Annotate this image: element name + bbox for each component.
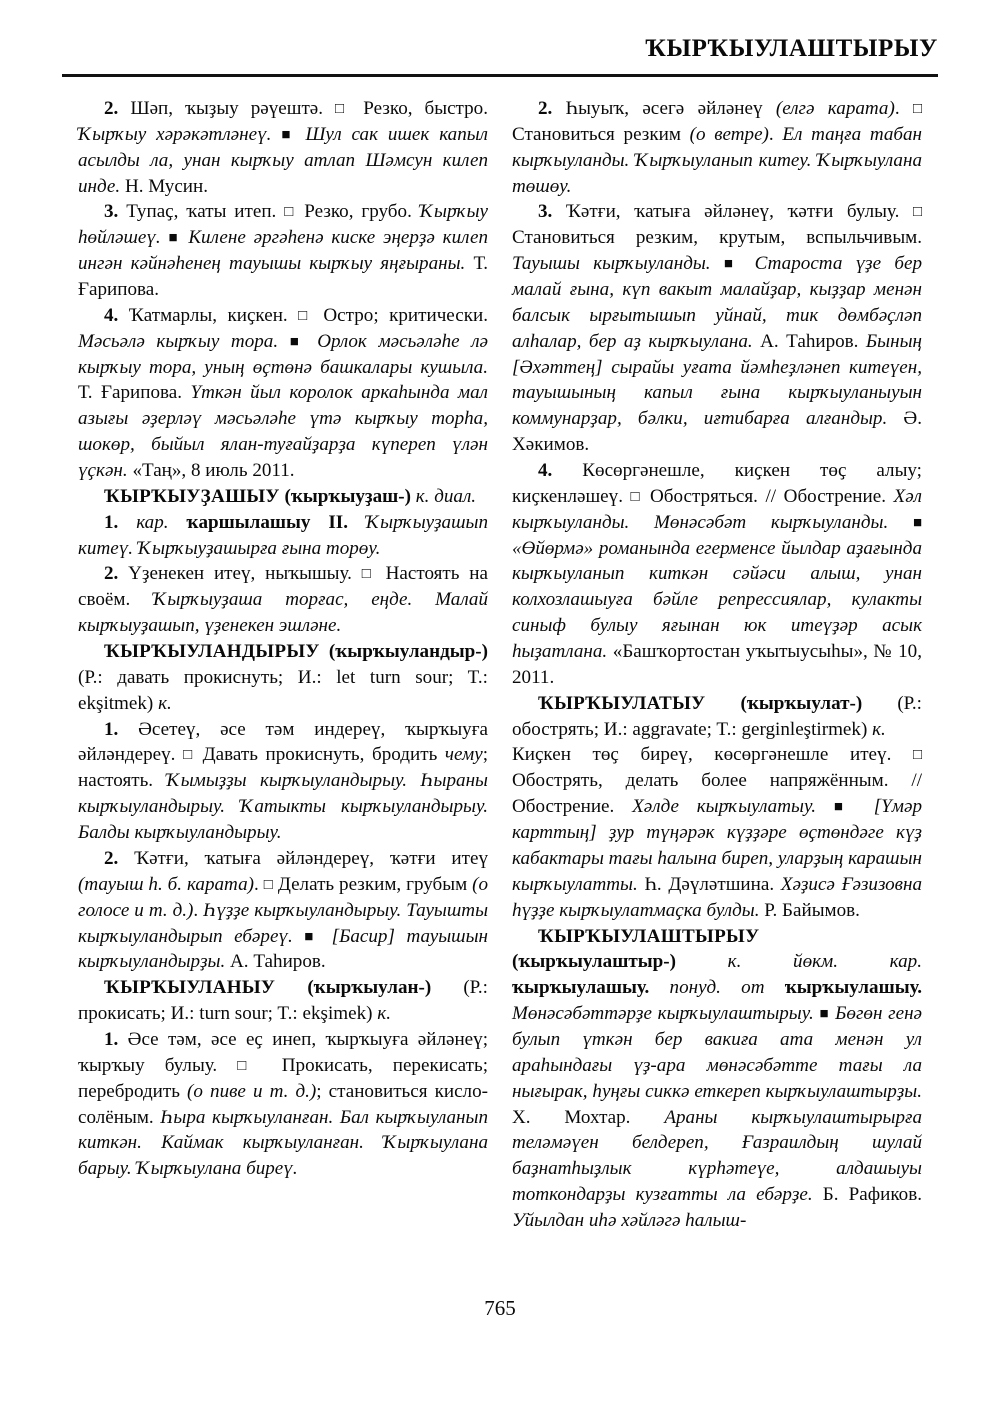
left-sense-10: 1. Әсе тәм, әсе еҫ инеп, ҡырҡыуға әйләнеү; ҡырҡыу булыу. □ Прокисать, перекисать; перебродить (о пиве и т. д.); становиться кисло-солёным. Һыра кырҡыуланған. Бал кырҡыуланып киткән. Каймак кырҡыуланған. Ҡырҡыулана барыу. Ҡырҡыулана биреү.: [78, 1027, 488, 1182]
right-entry-5: ҠЫРҠЫУЛАШТЫРЫУ (ҡырҡыулаштыр-) к. йөкм. кар. ҡырҡыулашыу. понуд. от ҡырҡыулашыу. Мөнәсәбәттәрҙе кырҡыулаштырыу. ■ Бөгөн генә булып үткән бер вакиға ата менән ул араһындағы үҙ-ара мөнәсәбәтте тағы ла нығырак, һуңғы сиккә еткереп кырҡыулаштырҙы. Х. Мохтар. Араны кырҡыулаштырырға теләмәүен белдереп, Ғазраилдыӊ шулай баҙнатһыҙлык күрһәтеүе, алдашыуы тоткондарҙы кузғатты ла ебәрҙе. Б. Рафиков. Уйылдан иһә хәйләгә һалыш-: [512, 924, 922, 1234]
page-number: 765: [484, 1296, 516, 1320]
left-sense-2: 4. Ҡатмарлы, киҫкен. □ Остро; критически. Мәсьәлә кырҡыу тора. ■ Орлок мәсьәләһе лә кырҡыу тора, уның өҫтөнә башкалары кушыла. Т. Ғарипова. Үткән йыл королок аркаһында мал азығы әҙерләү мәсьәләһе үтә кырҡыу торһа, шокөр, быйыл ялан-туғайҙарҙа күпереп үлән үҫкән. «Таң», 8 июль 2011.: [78, 303, 488, 484]
left-sense-4: 1. кар. ҡаршылашыу II. Ҡырҡыуҙашып китеү. Ҡырҡыуҙашырға ғына торөу.: [78, 511, 488, 559]
right-sense-0: 2. Һыуыҡ, әсегә әйләнеү (елгә карата). □ Становиться резким (о ветре). Ел таңға табан кырҡыуланды. Ҡырҡыуланып китеу. Ҡырҡыулана төшөу.: [512, 96, 922, 199]
column-left: [78, 96, 488, 1182]
left-sense-7: 1. Әсетеү, әсе тәм индереү, ҡырҡыуға әйләндереү. □ Давать прокиснуть, бродить чему; настоять. Ҡымыҙҙы кырҡыуландырыу. Һыраны кырҡыуландырыу. Ҡатыкты кырҡыуландырыу. Балды кырҡыуландырыу.: [78, 717, 488, 846]
header-rule: [62, 74, 938, 77]
right-cont-4: Киҫкен төҫ биреү, көсөргәнешле итеү. □ Обострять, делать более напряжённым. // Обострение. Хәлде кырҡыулатыу. ■ [Үмәр карттыӊ] ҙур түңәрәк күҙҙәре өҫтөндәге күҙ кабактары тағы һалына биреп, уларҙыӊ карашын кырҡыулатты. Һ. Дәүләтшина. Хәҙисә Ғәзизовна һүҙҙе кырҡыулатмаҫка булды. Р. Байымов.: [512, 742, 922, 923]
left-sense-1: 3. Тупаҫ, ҡаты итеп. □ Резко, грубо. Ҡырҡыу һөйләшеү. ■ Килене әргәһенә киске эңерҙә килеп ингән кәйнәһенең тауышы кырҡыу яңғыраны. Т. Ғарипова.: [78, 199, 488, 302]
running-head-text: ҠЫРҠЫУЛАШТЫРЫУ: [645, 35, 938, 62]
left-sense-0: 2. Шәп, ҡыҙыу рәүештә. □ Резко, быстро. Ҡырҡыу хәрәкәтләнеү. ■ Шул сак ишек капыл асылды ла, унан кырҡыу атлап Шәмсун килеп инде. Н. Мусин.: [78, 96, 488, 199]
right-sense-1: 3. Ҡәтғи, ҡатыға әйләнеү, ҡәтғи булыу. □ Становиться резким, крутым, вспыльчивым. Тауышы кырҡыуланды. ■ Староста үҙе бер малай ғына, күп вакыт малайҙар, кыҙҙар менән балсык ырғытышып уйнай, тик дөмбәҫләп алһалар, бер аҙ кырҡыулана. А. Таһиров. Быныӊ [Әхәттеӊ] сырайы уғата йәмһеҙләнеп китеүен, тауышыныӊ капыл ғына кырҡыуланыуын коммунарҙар, бәлки, иғтибарға алғандыр. Ә. Хәкимов.: [512, 199, 922, 458]
left-entry-9: ҠЫРҠЫУЛАНЫУ (ҡырҡыулан-) (Р.: прокисать; И.: turn sour; T.: ekşimek) к.: [78, 977, 488, 1025]
left-sense-8: 2. Ҡәтғи, ҡатыға әйләндереү, ҡәтғи итеү (тауыш h. б. карата). □ Делать резким, грубым (о голосе и т. д.). Һүҙҙе кырҡыуландырыу. Тауышты кырҡыуландырып ебәреү. ■ [Басир] тауышын кырҡыуландырҙы. А. Таһиров.: [78, 846, 488, 975]
right-entry-3: ҠЫРҠЫУЛАТЫУ (ҡырҡыулат-) (Р.: обострять; И.: aggravate; T.: gerginleştirmek) к.: [512, 692, 922, 740]
running-head: [62, 36, 938, 61]
left-entry-6: ҠЫРҠЫУЛАНДЫРЫУ (ҡырҡыуландыр-) (Р.: давать прокиснуть; И.: let turn sour; T.: ekşitmek) к.: [78, 641, 488, 714]
left-entry-3: ҠЫРҠЫУҘАШЫУ (ҡырҡыуҙаш-) к. диал.: [104, 485, 477, 507]
left-sense-5: 2. Үҙенекен итеү, ныҡышыу. □ Настоять на своём. Ҡырҡыуҙаша торғас, еңде. Малай кырҡыуҙашып, үҙенекен эшләне.: [78, 561, 488, 639]
column-right: [512, 96, 922, 1234]
right-sense-2: 4. Көсөргәнешле, киҫкен төҫ алыу; киҫкенләшеү. □ Обостряться. // Обострение. Хәл кырҡыуланды. Мөнәсәбәт кырҡыуланды. ■ «Өйөрмә» романында егерменсе йылдар аҙағында кырҡыуланып киткән сәйәси алыш, унан колхозлашыуға бәйле репрессиялар, кулакты синыф булыу яғынан юк итеүҙәр асык һыҙатлана. «Башҡортостан уҡытыусыһы», № 10, 2011.: [512, 458, 922, 691]
